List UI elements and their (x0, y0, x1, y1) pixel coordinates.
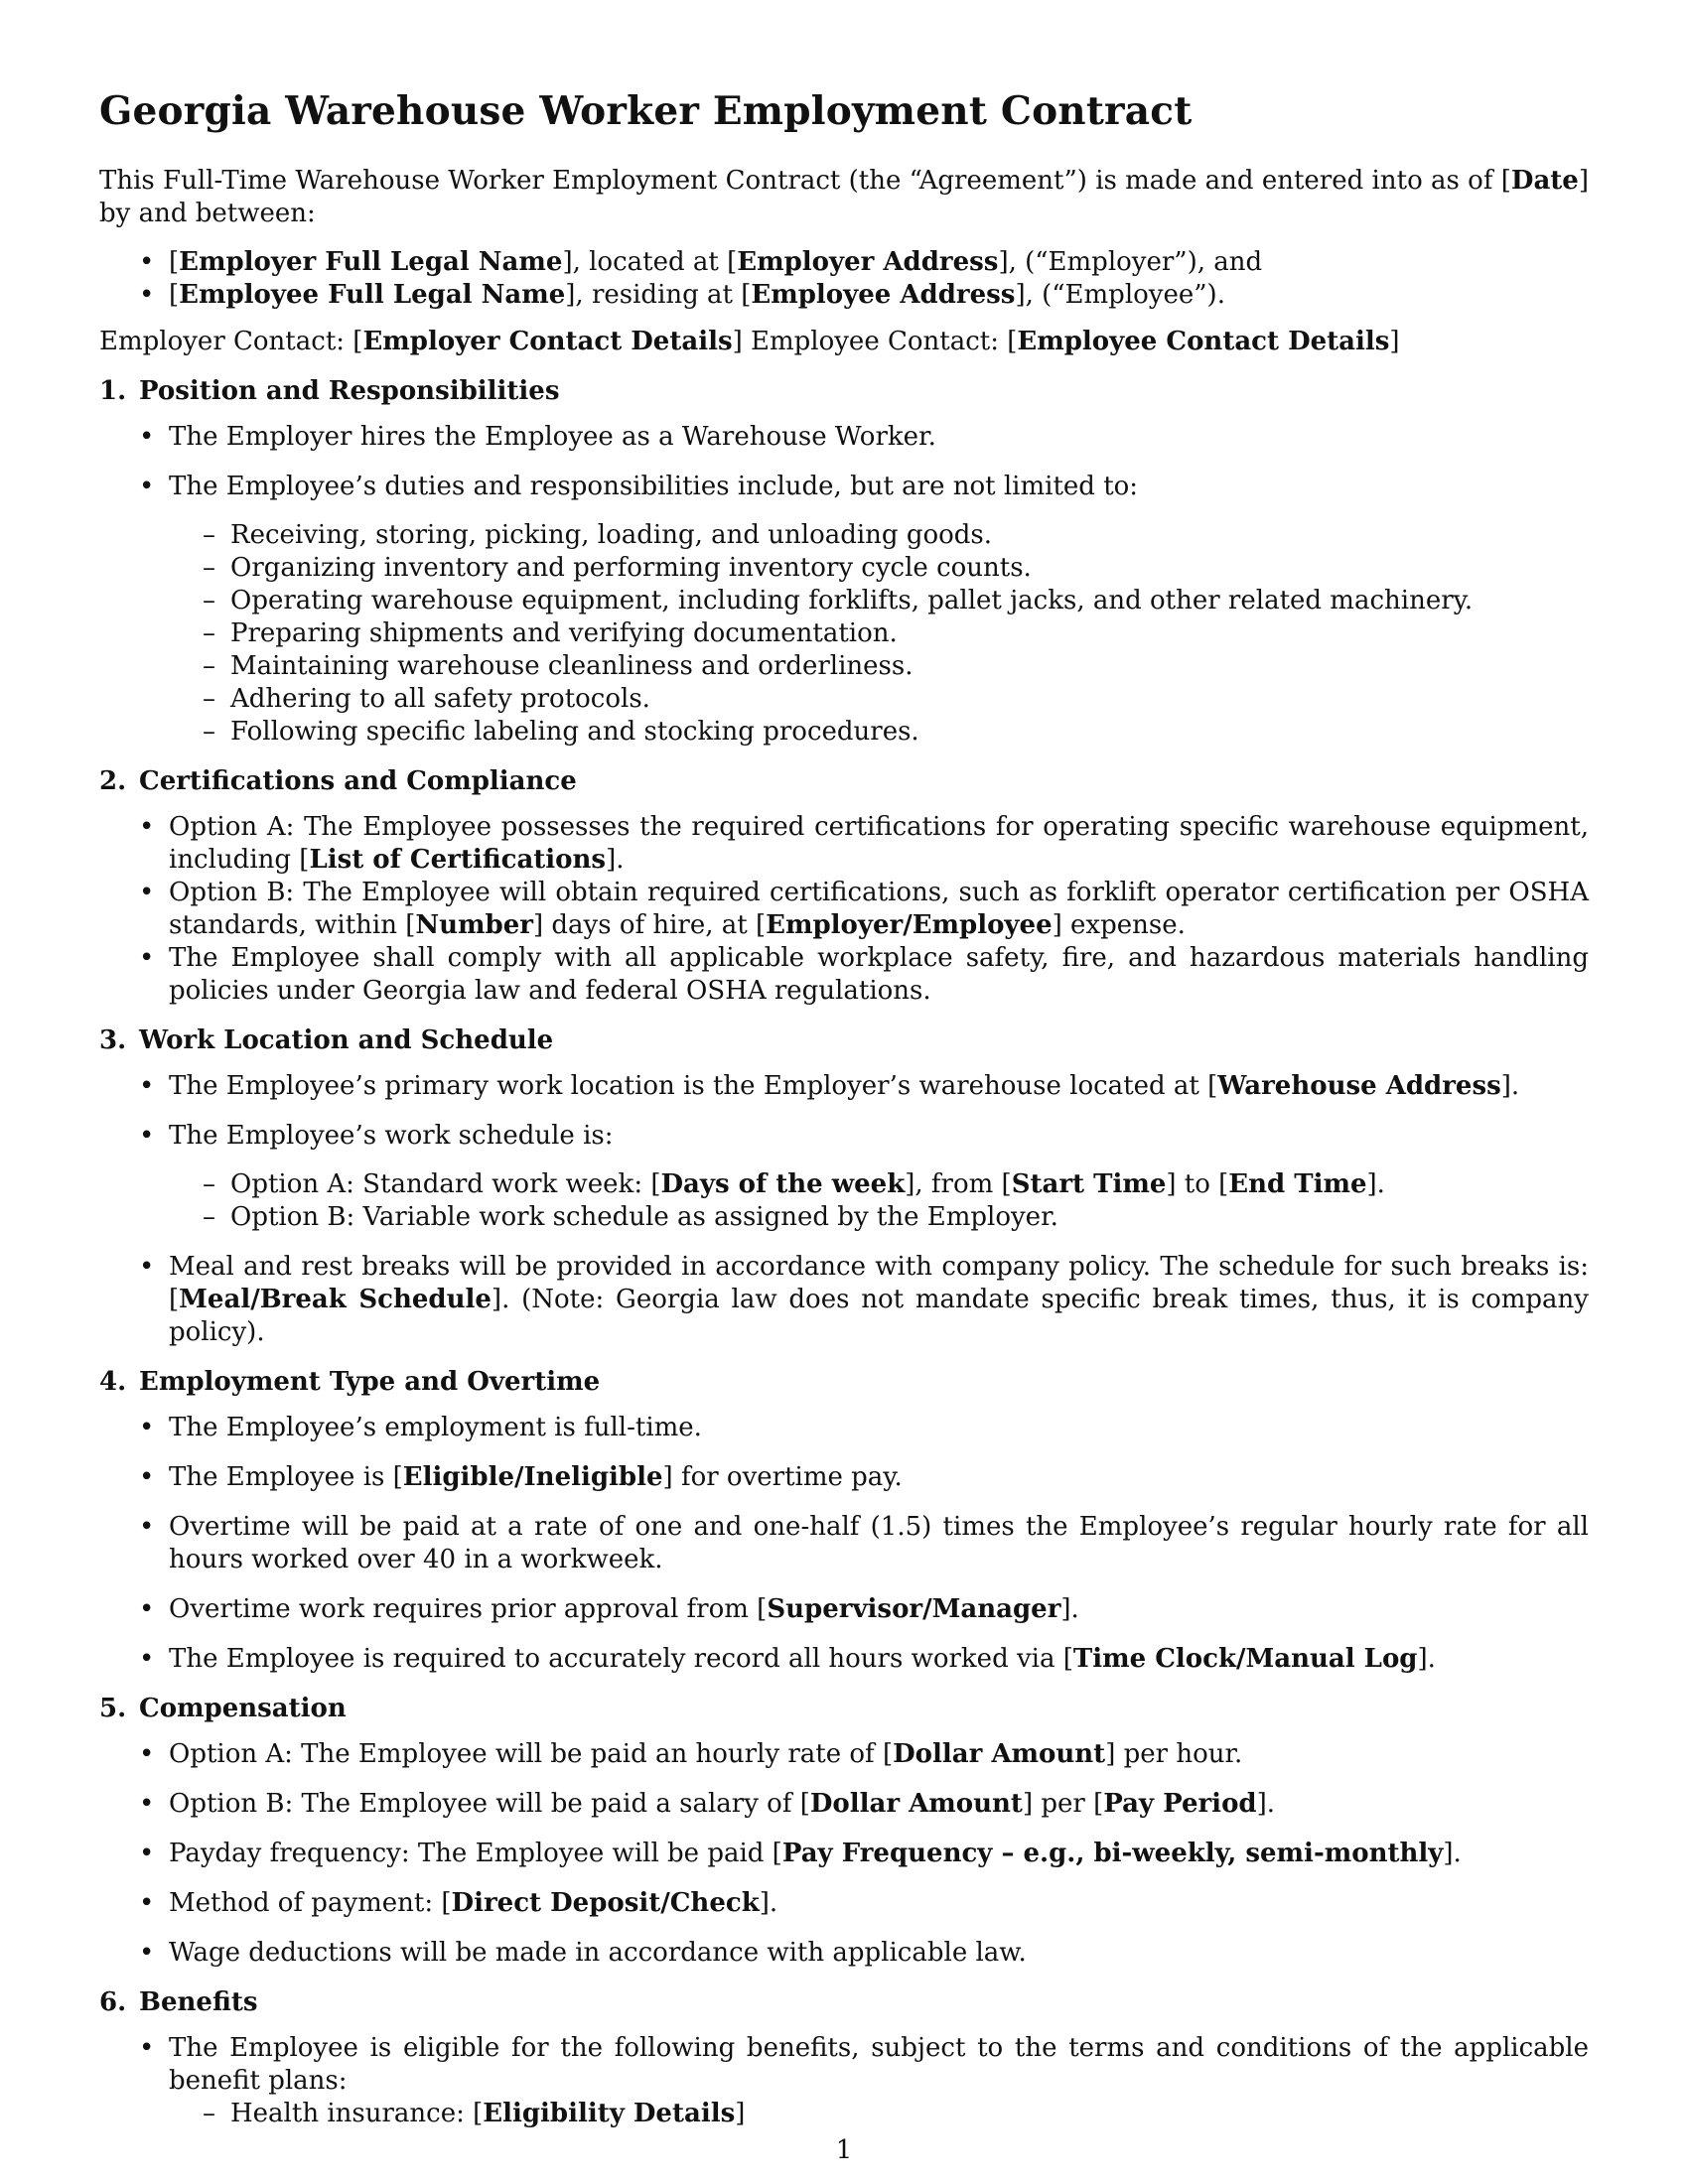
section-1-list (99, 421, 1589, 749)
party-text: ], (“Employee”). (1015, 280, 1225, 310)
list-item (99, 1788, 1589, 1821)
item-text: The Employer hires the Employee as a Warehouse Worker. (169, 422, 936, 452)
time-record-placeholder: Time Clock/Manual Log (1072, 1644, 1418, 1674)
item-text: ]. (1500, 1071, 1520, 1101)
list-item (99, 1643, 1589, 1676)
contact-label: Employer Contact: [ (99, 327, 363, 356)
employer-name-placeholder: Employer Full Legal Name (179, 247, 563, 277)
salary-placeholder: Dollar Amount (809, 1789, 1023, 1819)
document-page (99, 87, 1589, 2130)
section-number: 3. (99, 1025, 127, 1055)
item-text: ]. (1417, 1644, 1436, 1674)
list-item (99, 1251, 1589, 1349)
list-item (99, 877, 1589, 942)
page-number: 1 (835, 2135, 853, 2165)
warehouse-address-placeholder: Warehouse Address (1217, 1071, 1501, 1101)
schedule-options (169, 1168, 1589, 1234)
item-text: ], from [ (905, 1169, 1012, 1199)
item-text: Option B: The Employee will obtain required certifications, such as forklift operator certification per OSHA standards, within [ (169, 878, 1589, 940)
section-heading-5 (99, 1693, 1589, 1725)
item-text: Meal and rest breaks will be provided in accordance with company policy. The schedule for such breaks is: [ (169, 1252, 1589, 1314)
party-text: [ (169, 280, 180, 310)
list-item (99, 1838, 1589, 1870)
item-text: ]. (1443, 1839, 1462, 1868)
item-text: ] days of hire, at [ (532, 910, 767, 940)
section-title: Compensation (139, 1694, 347, 1723)
party-text: ], residing at [ (565, 280, 752, 310)
intro-paragraph (99, 165, 1589, 230)
item-text: Method of payment: [ (169, 1888, 452, 1918)
list-item (99, 1937, 1589, 1970)
duties-list (169, 519, 1589, 749)
employee-contact-placeholder: Employee Contact Details (1017, 327, 1390, 356)
employer-contact-placeholder: Employer Contact Details (362, 327, 733, 356)
item-text: ]. (759, 1888, 778, 1918)
party-text: [ (169, 247, 180, 277)
section-heading-3 (99, 1024, 1589, 1057)
pay-period-placeholder: Pay Period (1103, 1789, 1257, 1819)
party-text: ], (“Employer”), and (998, 247, 1263, 277)
list-item (99, 1120, 1589, 1234)
item-text: The Employee’s primary work location is the Employer’s warehouse located at [ (169, 1071, 1218, 1101)
item-text: ] to [ (1166, 1169, 1229, 1199)
employee-name-placeholder: Employee Full Legal Name (179, 280, 566, 310)
section-6-list (99, 2032, 1589, 2130)
list-item (99, 1593, 1589, 1626)
section-3-list (99, 1070, 1589, 1349)
section-number: 4. (99, 1367, 127, 1397)
item-text: Option A: Standard work week: [ (230, 1169, 661, 1199)
item-text: ]. (Note: Georgia law does not mandate specific break times, thus, it is company policy). (169, 1285, 1589, 1347)
section-number: 5. (99, 1694, 127, 1723)
item-text: The Employee is required to accurately record all hours worked via [ (169, 1644, 1073, 1674)
section-title: Work Location and Schedule (139, 1025, 554, 1055)
section-title: Employment Type and Overtime (139, 1367, 601, 1397)
section-number: 1. (99, 376, 127, 406)
document-title: Georgia Warehouse Worker Employment Contract (99, 88, 1193, 134)
section-title: Position and Responsibilities (139, 376, 560, 406)
item-text: The Employee is eligible for the following benefits, subject to the terms and conditions of the applicable benefit plans: (169, 2033, 1589, 2096)
contact-end: ] (1389, 327, 1400, 356)
intro-text-end: ] by and between: (99, 166, 1589, 228)
employer-address-placeholder: Employer Address (737, 247, 999, 277)
parties-list (99, 246, 1589, 312)
item-text: ]. (1060, 1594, 1079, 1624)
item-text: ] expense. (1052, 910, 1186, 940)
certifications-placeholder: List of Certifications (309, 845, 607, 875)
item-text: The Employee’s employment is full-time. (169, 1413, 702, 1442)
days-placeholder: Days of the week (660, 1169, 906, 1199)
contact-line (99, 326, 1589, 358)
item-text: Wage deductions will be made in accordance with applicable law. (169, 1938, 1027, 1968)
end-time-placeholder: End Time (1228, 1169, 1367, 1199)
date-placeholder: Date (1510, 166, 1579, 196)
list-item (99, 421, 1589, 454)
item-text: The Employee shall comply with all applicable workplace safety, fire, and hazardous materials handling policies under Georgia law and federal OSHA regulations. (169, 943, 1589, 1006)
item-text: Option B: The Employee will be paid a salary of [ (169, 1789, 810, 1819)
duty-item: – Operating warehouse equipment, including forklifts, pallet jacks, and other related machinery. (169, 585, 1589, 617)
list-item (99, 1887, 1589, 1920)
section-heading-1 (99, 375, 1589, 408)
item-text: ] per [ (1022, 1789, 1104, 1819)
approver-placeholder: Supervisor/Manager (767, 1594, 1061, 1624)
section-title: Certifications and Compliance (139, 766, 577, 796)
item-text: Option A: The Employee will be paid an hourly rate of [ (169, 1739, 894, 1769)
item-text: Option A: The Employee possesses the required certifications for operating specific warehouse equipment, including [ (169, 812, 1589, 875)
list-item (99, 1511, 1589, 1576)
item-text: ] per hour. (1105, 1739, 1243, 1769)
list-item (99, 471, 1589, 749)
item-text: ] (735, 2099, 746, 2128)
meal-schedule-placeholder: Meal/Break Schedule (179, 1285, 492, 1314)
schedule-option-a (169, 1168, 1589, 1201)
start-time-placeholder: Start Time (1011, 1169, 1167, 1199)
duty-item: – Preparing shipments and verifying documentation. (169, 617, 1589, 650)
benefit-item (169, 2098, 1589, 2130)
item-text: Payday frequency: The Employee will be paid [ (169, 1839, 782, 1868)
list-item (99, 811, 1589, 877)
section-heading-6 (99, 1986, 1589, 2019)
eligibility-placeholder: Eligibility Details (483, 2099, 736, 2128)
pay-frequency-placeholder: Pay Frequency – e.g., bi-weekly, semi-monthly (781, 1839, 1444, 1868)
schedule-option-b: – Option B: Variable work schedule as assigned by the Employer. (169, 1201, 1589, 1234)
duty-item: – Organizing inventory and performing inventory cycle counts. (169, 552, 1589, 585)
section-5-list (99, 1738, 1589, 1970)
item-text: Overtime work requires prior approval from [ (169, 1594, 768, 1624)
list-item (99, 1738, 1589, 1771)
employee-address-placeholder: Employee Address (751, 280, 1016, 310)
list-item (99, 1070, 1589, 1103)
item-text: The Employee’s duties and responsibilities include, but are not limited to: (169, 472, 1139, 501)
item-text: The Employee is [ (169, 1462, 403, 1492)
duty-item: – Maintaining warehouse cleanliness and orderliness. (169, 650, 1589, 683)
section-number: 6. (99, 1987, 127, 2017)
list-item (99, 1412, 1589, 1444)
item-text: ]. (1256, 1789, 1276, 1819)
section-title: Benefits (139, 1987, 258, 2017)
party-employer (99, 246, 1589, 279)
list-item (99, 1461, 1589, 1494)
item-text: Overtime will be paid at a rate of one and one-half (1.5) times the Employee’s regular hourly rate for all hours worked over 40 in a workweek. (169, 1512, 1589, 1574)
payment-method-placeholder: Direct Deposit/Check (451, 1888, 760, 1918)
section-heading-4 (99, 1366, 1589, 1399)
section-2-list (99, 811, 1589, 1008)
duty-item: – Receiving, storing, picking, loading, and unloading goods. (169, 519, 1589, 552)
contact-label: ] Employee Contact: [ (732, 327, 1018, 356)
list-item (99, 2032, 1589, 2130)
benefits-list (169, 2098, 1589, 2130)
item-text: ]. (606, 845, 625, 875)
section-number: 2. (99, 766, 127, 796)
section-heading-2 (99, 765, 1589, 798)
duty-item: – Adhering to all safety protocols. (169, 683, 1589, 716)
party-employee (99, 279, 1589, 312)
intro-text: This Full-Time Warehouse Worker Employment Contract (the “Agreement”) is made and entered into as of [ (99, 166, 1511, 196)
item-text: ] for overtime pay. (662, 1462, 903, 1492)
item-text: ]. (1366, 1169, 1385, 1199)
item-text: The Employee’s work schedule is: (169, 1121, 614, 1151)
overtime-eligibility-placeholder: Eligible/Ineligible (402, 1462, 663, 1492)
hourly-rate-placeholder: Dollar Amount (893, 1739, 1106, 1769)
number-placeholder: Number (415, 910, 533, 940)
expense-party-placeholder: Employer/Employee (766, 910, 1053, 940)
duty-item: – Following specific labeling and stocking procedures. (169, 716, 1589, 749)
section-4-list (99, 1412, 1589, 1676)
list-item (99, 942, 1589, 1008)
party-text: ], located at [ (562, 247, 738, 277)
item-text: Health insurance: [ (230, 2099, 484, 2128)
